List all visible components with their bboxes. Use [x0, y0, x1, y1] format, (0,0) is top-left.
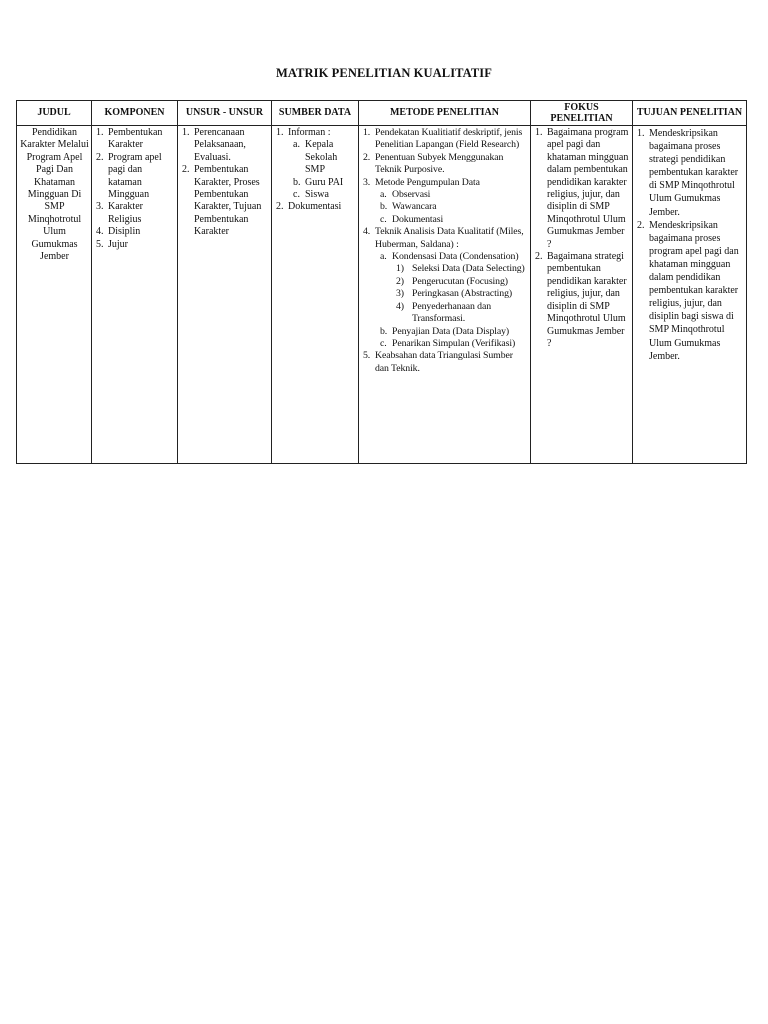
research-matrix-table — [16, 100, 747, 464]
header-sumber-data: SUMBER DATA — [272, 101, 359, 126]
komponen-list — [94, 127, 176, 251]
unsur-item: 2. Pembentukan Karakter, Proses Pembentukan Karakter, Tujuan Pembentukan Karakter — [182, 164, 262, 238]
tujuan-list — [635, 127, 745, 363]
header-komponen: KOMPONEN — [92, 101, 178, 126]
fokus-list — [533, 127, 631, 350]
cell-komponen — [92, 126, 178, 464]
content-row — [17, 126, 747, 464]
kondensasi-item: 2) Pengerucutan (Focusing) — [396, 275, 508, 287]
analisis-item: b. Penyajian Data (Data Display) — [380, 325, 510, 337]
cell-metode-penelitian — [359, 126, 531, 464]
analisis-item: c. Penarikan Simpulan (Verifikasi) — [380, 337, 516, 349]
metode-list — [361, 127, 529, 375]
cell-fokus-penelitian — [531, 126, 633, 464]
header-fokus-penelitian: FOKUS PENELITIAN — [531, 101, 633, 126]
cell-sumber-data — [272, 126, 359, 464]
informan-item: b. Guru PAI — [293, 176, 344, 188]
metode-item: 5. Keabsahan data Triangulasi Sumber dan Teknik. — [363, 350, 513, 374]
header-unsur: UNSUR - UNSUR — [178, 101, 272, 126]
metode-pengumpulan-list — [375, 189, 529, 226]
metode-item: 2. Penentuan Subyek Menggunakan Teknik Purposive. — [363, 151, 504, 176]
metode-subitem: a. Observasi — [380, 189, 431, 201]
komponen-item: 3. Karakter Religius — [96, 201, 143, 225]
document-title: MATRIK PENELITIAN KUALITATIF — [275, 66, 493, 80]
sumber-item: 1. Informan : a. Kepala Sekolah SMP b. Guru PAI c. Siswa — [274, 127, 357, 201]
cell-tujuan-penelitian — [633, 126, 747, 464]
header-metode-penelitian: METODE PENELITIAN — [359, 101, 531, 126]
metode-item: 4. Teknik Analisis Data Kualitatif (Miles, Huberman, Saldana) : a. Kondensasi Data (Condensation) 1) Seleksi Data (Data Selecting) 2) Pengerucutan (Focusing) 3) Peringkasan (Abstracting) 4) Penyederhanaan dan Transformasi. b. Penyajian Data (Data Display) c. Penarikan Simpulan (Verifikasi) — [361, 226, 529, 350]
sumber-item: 2. Dokumentasi — [276, 201, 342, 213]
analisis-list — [375, 251, 529, 350]
metode-item: 3. Metode Pengumpulan Data a. Observasi b. Wawancara c. Dokumentasi — [361, 177, 529, 227]
header-row — [17, 101, 747, 126]
kondensasi-list — [392, 263, 529, 325]
informan-list — [288, 139, 357, 201]
metode-subitem: b. Wawancara — [380, 201, 437, 213]
fokus-item: 1. Bagaimana program apel pagi dan khataman mingguan dalam pembentukan pendidikan karakter religius, jujur, dan disiplin di SMP Minqothrotul Ulum Gumukmas Jember ? — [535, 127, 629, 250]
sumber-list — [274, 127, 357, 214]
header-judul: JUDUL — [17, 101, 92, 126]
unsur-list — [180, 127, 270, 239]
header-tujuan-penelitian: TUJUAN PENELITIAN — [633, 101, 747, 126]
fokus-item: 2. Bagaimana strategi pembentukan pendidikan karakter religius, jujur, dan disiplin di SMP Minqothrotul Ulum Gumukmas Jember ? — [535, 251, 627, 349]
metode-item: 1. Pendekatan Kualitiatif deskriptif, jenis Penelitian Lapangan (Field Research) — [363, 127, 523, 151]
tujuan-item: 2. Mendeskripsikan bagaimana proses program apel pagi dan khataman mingguan dalam pendidikan pembentukan karakter religius, jujur, dan disiplin bagi siswa di SMP Minqothrotul Ulum Gumukmas Jember. — [637, 219, 739, 362]
komponen-item: 2. Program apel pagi dan kataman Mingguan — [96, 151, 162, 201]
kondensasi-item: 4) Penyederhanaan dan Transformasi. — [396, 300, 491, 325]
judul-text: Pendidikan Karakter Melalui Program Apel Pagi Dan Khataman Mingguan Di SMP Minqhotrotul Ulum Gumukmas Jember — [20, 127, 89, 263]
komponen-item: 5. Jujur — [96, 238, 128, 250]
unsur-item: 1. Perencanaan Pelaksanaan, Evaluasi. — [182, 127, 246, 163]
tujuan-item: 1. Mendeskripsikan bagaimana proses strategi pendidikan pembentukan karakter di SMP Minqothrotul Ulum Gumukmas Jember. — [637, 128, 739, 218]
informan-item: c. Siswa — [293, 189, 329, 201]
komponen-item: 4. Disiplin — [96, 226, 141, 238]
kondensasi-item: 1) Seleksi Data (Data Selecting) — [396, 263, 525, 275]
analisis-item: a. Kondensasi Data (Condensation) 1) Seleksi Data (Data Selecting) 2) Pengerucutan (Focusing) 3) Peringkasan (Abstracting) 4) Penyederhanaan dan Transformasi. — [375, 251, 529, 325]
metode-subitem: c. Dokumentasi — [380, 213, 444, 225]
cell-judul — [17, 126, 92, 464]
informan-item: a. Kepala Sekolah SMP — [293, 139, 338, 176]
komponen-item: 1. Pembentukan Karakter — [96, 127, 163, 151]
cell-unsur — [178, 126, 272, 464]
kondensasi-item: 3) Peringkasan (Abstracting) — [396, 288, 513, 300]
